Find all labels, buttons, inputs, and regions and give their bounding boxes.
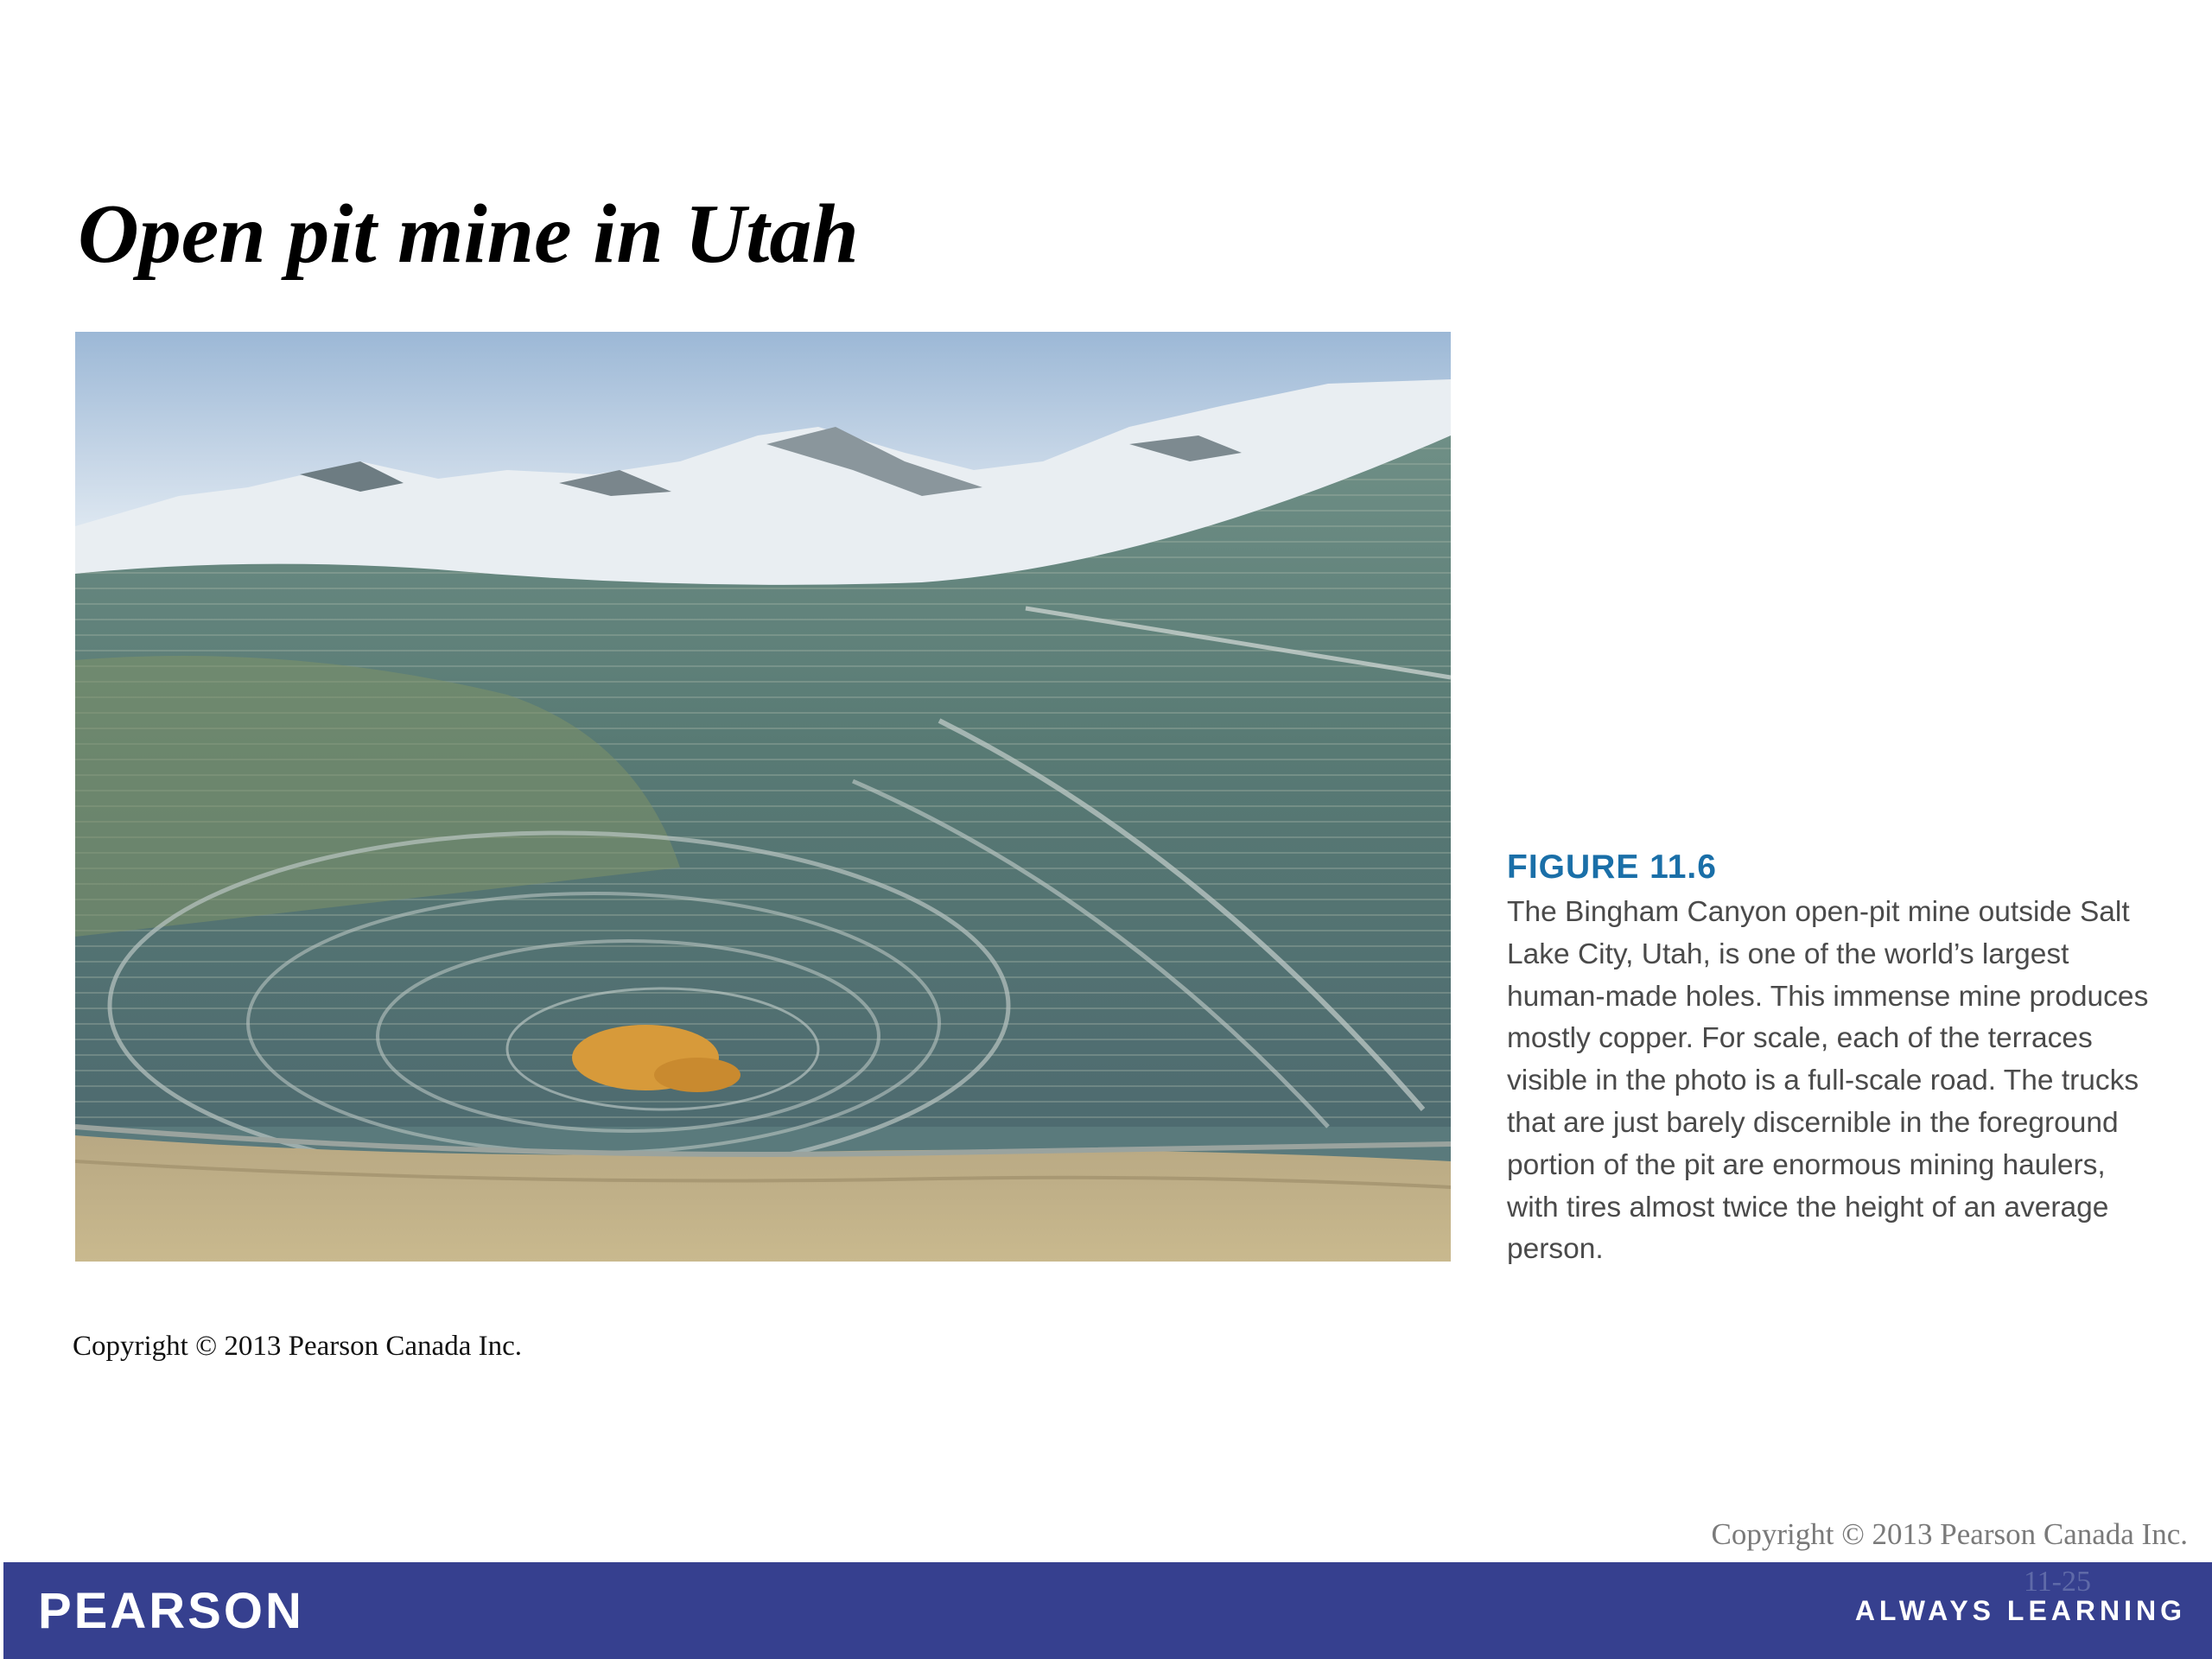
pearson-logo: PEARSON [38, 1583, 304, 1639]
mine-photo [75, 332, 1451, 1262]
page-number: 11-25 [2023, 1566, 2091, 1598]
footer-bar [3, 1562, 2212, 1659]
slide-title: Open pit mine in Utah [78, 188, 859, 281]
tagline: ALWAYS LEARNING [1854, 1595, 2186, 1626]
figure-number: FIGURE 11.6 [1507, 849, 1717, 886]
footer-copyright: Copyright © 2013 Pearson Canada Inc. [1711, 1517, 2188, 1551]
figure-caption: The Bingham Canyon open-pit mine outside Salt Lake City, Utah, is one of the world’s largest human-made holes. This immense mine produces mostly copper. For scale, each of the terraces visible in the photo is a full-scale road. The trucks that are just barely discernible in the foreground portion of the pit are enormous mining haulers, with tires almost twice the height of an average person. [1507, 896, 2149, 1266]
image-copyright: Copyright © 2013 Pearson Canada Inc. [73, 1331, 522, 1362]
mine-photo-illustration [75, 332, 1451, 1262]
